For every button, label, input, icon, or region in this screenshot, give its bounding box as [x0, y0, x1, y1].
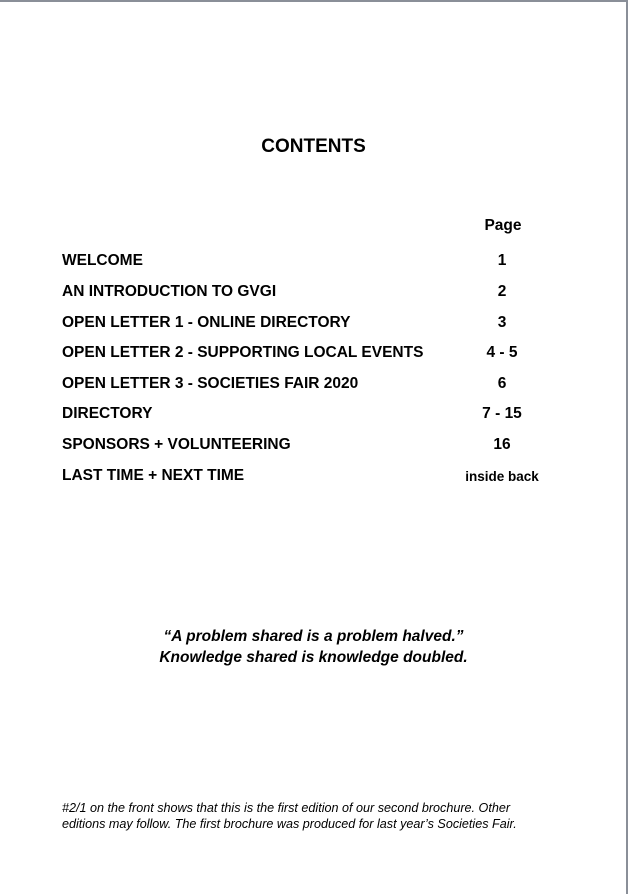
footnote-line: editions may follow. The first brochure was produced for last year’s Societies Fair.: [62, 817, 517, 831]
toc-page-number: inside back: [465, 469, 539, 484]
toc-page-number: 4 - 5: [486, 344, 518, 361]
toc-label: WELCOME: [62, 252, 143, 269]
toc-row: [62, 405, 562, 425]
toc-row: [62, 467, 562, 487]
footnote-line: #2/1 on the front shows that this is the first edition of our second brochure. Other: [62, 801, 511, 815]
toc-label: LAST TIME + NEXT TIME: [62, 467, 245, 484]
toc-row: [62, 314, 562, 334]
toc-page-number: 7 - 15: [482, 405, 522, 422]
toc-label: OPEN LETTER 2 - SUPPORTING LOCAL EVENTS: [62, 344, 424, 361]
toc-row: [62, 283, 562, 303]
toc-page-number: 6: [497, 375, 507, 392]
page-title: CONTENTS: [261, 136, 366, 157]
toc-page-number: 16: [493, 436, 511, 453]
footnote: [62, 800, 572, 832]
toc-page-number: 3: [497, 314, 507, 331]
toc-label: SPONSORS + VOLUNTEERING: [62, 436, 291, 453]
toc-label: AN INTRODUCTION TO GVGI: [62, 283, 277, 300]
toc-label: DIRECTORY: [62, 405, 153, 422]
toc-row: [62, 252, 562, 272]
quote: [0, 626, 627, 668]
quote-line: “A problem shared is a problem halved.”: [163, 628, 464, 645]
toc-label: OPEN LETTER 1 - ONLINE DIRECTORY: [62, 314, 351, 331]
page-column-header: Page: [484, 217, 522, 234]
toc-label: OPEN LETTER 3 - SOCIETIES FAIR 2020: [62, 375, 359, 392]
toc-page-number: 2: [497, 283, 507, 300]
quote-line: Knowledge shared is knowledge doubled.: [159, 649, 468, 666]
toc-row: [62, 436, 562, 456]
toc-row: [62, 344, 562, 364]
toc-row: [62, 375, 562, 395]
toc-page-number: 1: [497, 252, 507, 269]
